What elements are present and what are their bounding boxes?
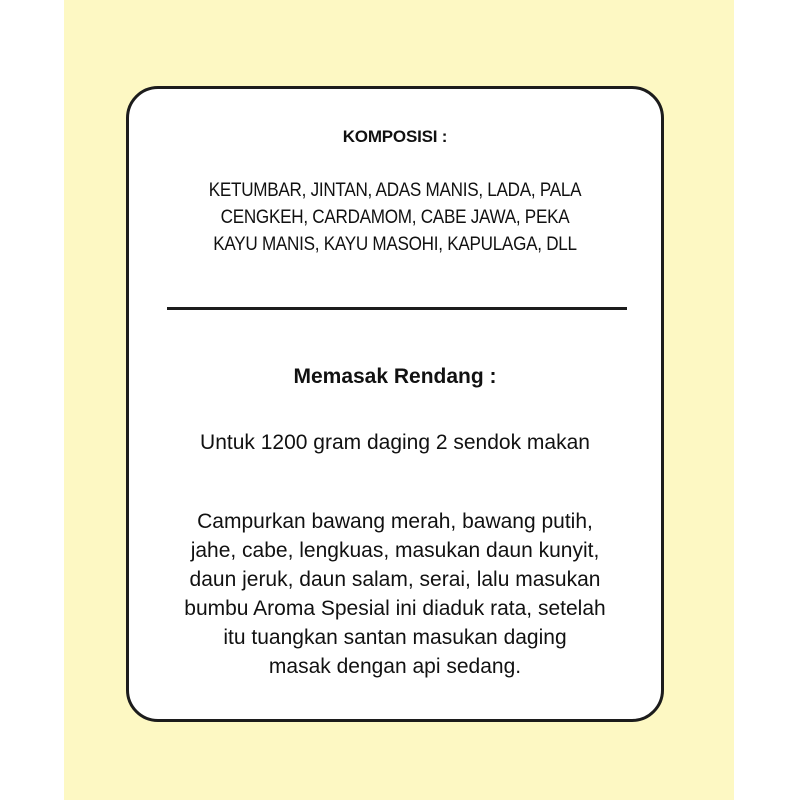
composition-list — [156, 177, 635, 258]
instruction-line: jahe, cabe, lengkuas, masukan daun kunyit, — [190, 539, 600, 562]
composition-line: KETUMBAR, JINTAN, ADAS MANIS, LADA, PALA — [208, 180, 582, 201]
cooking-instructions — [129, 507, 661, 681]
cooking-title: Memasak Rendang : — [293, 365, 497, 388]
instruction-line: itu tuangkan santan masukan daging — [223, 626, 567, 649]
composition-line: CENGKEH, CARDAMOM, CABE JAWA, PEKA — [220, 207, 570, 228]
section-divider — [167, 307, 627, 310]
instruction-line: bumbu Aroma Spesial ini diaduk rata, setelah — [184, 597, 606, 620]
instruction-line: daun jeruk, daun salam, serai, lalu masukan — [189, 568, 601, 591]
instruction-line: masak dengan api sedang. — [268, 655, 522, 678]
portion-text: Untuk 1200 gram daging 2 sendok makan — [200, 431, 590, 454]
composition-title: KOMPOSISI : — [342, 127, 448, 146]
recipe-card — [126, 86, 664, 722]
instruction-line: Campurkan bawang merah, bawang putih, — [197, 510, 593, 533]
composition-line: KAYU MANIS, KAYU MASOHI, KAPULAGA, DLL — [213, 234, 577, 255]
